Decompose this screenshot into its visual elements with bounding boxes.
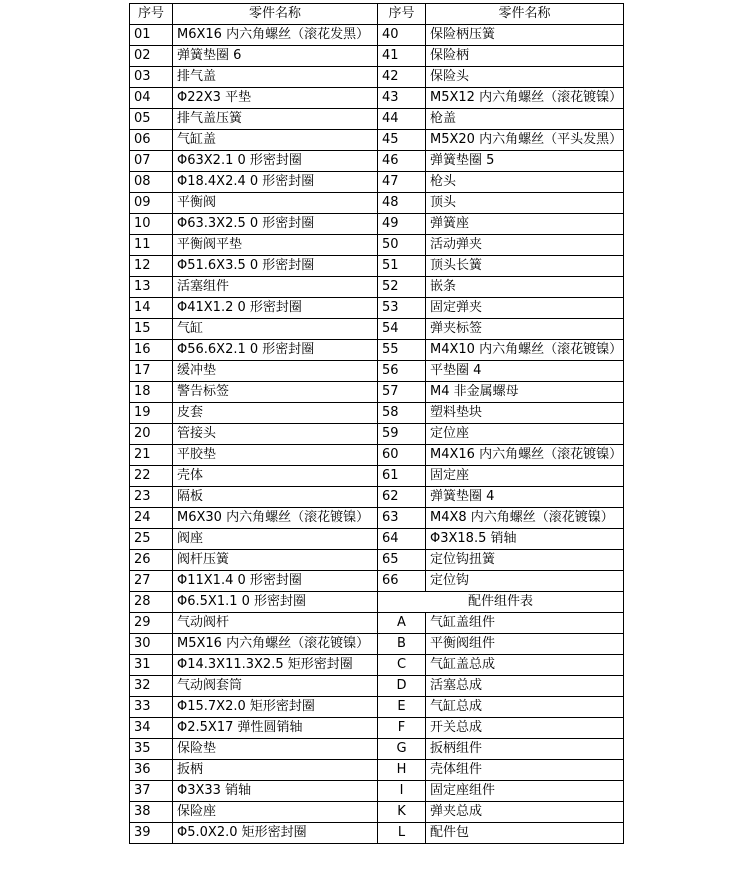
part-name: M6X16 内六角螺丝（滚花发黑） [173, 25, 378, 46]
part-name: M6X30 内六角螺丝（滚花镀镍） [173, 508, 378, 529]
table-row [130, 697, 624, 718]
part-number: 31 [130, 655, 173, 676]
part-number: 25 [130, 529, 173, 550]
table-row [130, 634, 624, 655]
part-number: 28 [130, 592, 173, 613]
part-name: 缓冲垫 [173, 361, 378, 382]
part-name: 气动阀杆 [173, 613, 378, 634]
parts-table [129, 3, 624, 844]
part-number: 40 [378, 25, 426, 46]
assembly-code: D [378, 676, 426, 697]
part-number: 54 [378, 319, 426, 340]
assembly-code: I [378, 781, 426, 802]
part-number: 38 [130, 802, 173, 823]
part-number: 52 [378, 277, 426, 298]
table-row [130, 214, 624, 235]
table-row [130, 277, 624, 298]
table-row [130, 487, 624, 508]
assembly-code: L [378, 823, 426, 844]
table-row [130, 781, 624, 802]
part-name: Φ3X33 销轴 [173, 781, 378, 802]
table-row [130, 25, 624, 46]
part-name: 保险头 [426, 67, 624, 88]
table-row [130, 424, 624, 445]
assembly-name: 气缸盖总成 [426, 655, 624, 676]
part-name: 活塞组件 [173, 277, 378, 298]
part-name: 保险座 [173, 802, 378, 823]
assembly-name: 弹夹总成 [426, 802, 624, 823]
table-row [130, 235, 624, 256]
part-name: Φ6.5X1.1 0 形密封圈 [173, 592, 378, 613]
assembly-name: 气缸盖组件 [426, 613, 624, 634]
assembly-table-header: 配件组件表 [378, 592, 624, 613]
table-row [130, 718, 624, 739]
part-number: 14 [130, 298, 173, 319]
table-row [130, 130, 624, 151]
part-number: 05 [130, 109, 173, 130]
table-row [130, 151, 624, 172]
table-row [130, 802, 624, 823]
part-name: 警告标签 [173, 382, 378, 403]
part-name: M4X16 内六角螺丝（滚花镀镍） [426, 445, 624, 466]
part-name: Φ3X18.5 销轴 [426, 529, 624, 550]
table-row [130, 739, 624, 760]
part-name: Φ63.3X2.5 0 形密封圈 [173, 214, 378, 235]
assembly-name: 扳柄组件 [426, 739, 624, 760]
part-name: 排气盖压簧 [173, 109, 378, 130]
table-row [130, 109, 624, 130]
table-row [130, 67, 624, 88]
part-number: 32 [130, 676, 173, 697]
part-number: 11 [130, 235, 173, 256]
part-number: 53 [378, 298, 426, 319]
part-name: Φ22X3 平垫 [173, 88, 378, 109]
part-name: Φ63X2.1 0 形密封圈 [173, 151, 378, 172]
part-number: 39 [130, 823, 173, 844]
part-name: Φ5.0X2.0 矩形密封圈 [173, 823, 378, 844]
part-name: 扳柄 [173, 760, 378, 781]
part-name: Φ2.5X17 弹性圆销轴 [173, 718, 378, 739]
part-number: 63 [378, 508, 426, 529]
table-row [130, 361, 624, 382]
part-number: 16 [130, 340, 173, 361]
part-number: 34 [130, 718, 173, 739]
part-number: 41 [378, 46, 426, 67]
table-row [130, 319, 624, 340]
part-name: 保险垫 [173, 739, 378, 760]
part-name: M5X20 内六角螺丝（平头发黑） [426, 130, 624, 151]
part-number: 10 [130, 214, 173, 235]
part-number: 12 [130, 256, 173, 277]
part-number: 01 [130, 25, 173, 46]
part-name: 管接头 [173, 424, 378, 445]
part-number: 21 [130, 445, 173, 466]
part-name: 平胶垫 [173, 445, 378, 466]
part-name: 排气盖 [173, 67, 378, 88]
assembly-name: 活塞总成 [426, 676, 624, 697]
part-name: M5X12 内六角螺丝（滚花镀镍） [426, 88, 624, 109]
part-number: 61 [378, 466, 426, 487]
part-name: 嵌条 [426, 277, 624, 298]
assembly-code: G [378, 739, 426, 760]
part-number: 36 [130, 760, 173, 781]
part-number: 13 [130, 277, 173, 298]
part-number: 22 [130, 466, 173, 487]
part-number: 08 [130, 172, 173, 193]
table-row [130, 655, 624, 676]
table-row [130, 340, 624, 361]
part-name: 保险柄 [426, 46, 624, 67]
part-name: 平衡阀平垫 [173, 235, 378, 256]
assembly-code: K [378, 802, 426, 823]
part-name: 气缸盖 [173, 130, 378, 151]
part-number: 26 [130, 550, 173, 571]
part-name: 塑料垫块 [426, 403, 624, 424]
part-number: 20 [130, 424, 173, 445]
table-row [130, 466, 624, 487]
part-name: 壳体 [173, 466, 378, 487]
part-name: Φ15.7X2.0 矩形密封圈 [173, 697, 378, 718]
table-row [130, 382, 624, 403]
part-number: 49 [378, 214, 426, 235]
table-row [130, 46, 624, 67]
table-row [130, 676, 624, 697]
table-row [130, 613, 624, 634]
part-name: Φ41X1.2 0 形密封圈 [173, 298, 378, 319]
assembly-code: F [378, 718, 426, 739]
part-number: 24 [130, 508, 173, 529]
assembly-code: H [378, 760, 426, 781]
part-name: 弹簧座 [426, 214, 624, 235]
part-name: 阀座 [173, 529, 378, 550]
part-name: 弹簧垫圈 6 [173, 46, 378, 67]
part-name: Φ14.3X11.3X2.5 矩形密封圈 [173, 655, 378, 676]
part-number: 51 [378, 256, 426, 277]
part-name: M5X16 内六角螺丝（滚花镀镍） [173, 634, 378, 655]
part-number: 50 [378, 235, 426, 256]
name-header-left: 零件名称 [173, 4, 378, 25]
part-number: 46 [378, 151, 426, 172]
part-name: 固定座 [426, 466, 624, 487]
table-row [130, 193, 624, 214]
part-name: 定位钩 [426, 571, 624, 592]
table-row [130, 445, 624, 466]
part-name: 皮套 [173, 403, 378, 424]
part-name: Φ56.6X2.1 0 形密封圈 [173, 340, 378, 361]
part-number: 55 [378, 340, 426, 361]
part-number: 06 [130, 130, 173, 151]
part-number: 57 [378, 382, 426, 403]
part-number: 27 [130, 571, 173, 592]
part-name: M4X8 内六角螺丝（滚花镀镍） [426, 508, 624, 529]
part-name: Φ11X1.4 0 形密封圈 [173, 571, 378, 592]
table-row [130, 172, 624, 193]
assembly-name: 平衡阀组件 [426, 634, 624, 655]
part-number: 04 [130, 88, 173, 109]
part-number: 35 [130, 739, 173, 760]
part-name: 阀杆压簧 [173, 550, 378, 571]
part-number: 02 [130, 46, 173, 67]
part-number: 30 [130, 634, 173, 655]
part-number: 43 [378, 88, 426, 109]
table-row [130, 571, 624, 592]
table-row [130, 508, 624, 529]
part-number: 48 [378, 193, 426, 214]
assembly-name: 开关总成 [426, 718, 624, 739]
part-number: 42 [378, 67, 426, 88]
part-name: 弹簧垫圈 5 [426, 151, 624, 172]
part-number: 09 [130, 193, 173, 214]
part-number: 17 [130, 361, 173, 382]
table-row [130, 550, 624, 571]
part-name: 气动阀套筒 [173, 676, 378, 697]
part-name: M4 非金属螺母 [426, 382, 624, 403]
part-name: 固定弹夹 [426, 298, 624, 319]
table-row [130, 592, 624, 613]
part-name: 弹夹标签 [426, 319, 624, 340]
part-number: 23 [130, 487, 173, 508]
part-number: 19 [130, 403, 173, 424]
part-name: 平衡阀 [173, 193, 378, 214]
part-number: 07 [130, 151, 173, 172]
assembly-name: 壳体组件 [426, 760, 624, 781]
part-name: 隔板 [173, 487, 378, 508]
seq-header-right: 序号 [378, 4, 426, 25]
part-name: 定位钩扭簧 [426, 550, 624, 571]
part-name: Φ18.4X2.4 0 形密封圈 [173, 172, 378, 193]
part-name: 气缸 [173, 319, 378, 340]
part-name: 保险柄压簧 [426, 25, 624, 46]
part-number: 56 [378, 361, 426, 382]
part-number: 65 [378, 550, 426, 571]
part-number: 47 [378, 172, 426, 193]
assembly-code: E [378, 697, 426, 718]
part-number: 62 [378, 487, 426, 508]
table-row [130, 298, 624, 319]
part-number: 37 [130, 781, 173, 802]
part-name: 平垫圈 4 [426, 361, 624, 382]
table-row [130, 88, 624, 109]
part-name: 活动弹夹 [426, 235, 624, 256]
table-row [130, 403, 624, 424]
assembly-name: 气缸总成 [426, 697, 624, 718]
table-row [130, 256, 624, 277]
part-number: 59 [378, 424, 426, 445]
part-number: 44 [378, 109, 426, 130]
part-name: 顶头长簧 [426, 256, 624, 277]
part-name: Φ51.6X3.5 0 形密封圈 [173, 256, 378, 277]
part-number: 64 [378, 529, 426, 550]
table-row [130, 823, 624, 844]
part-name: 定位座 [426, 424, 624, 445]
part-name: 弹簧垫圈 4 [426, 487, 624, 508]
part-number: 45 [378, 130, 426, 151]
part-number: 66 [378, 571, 426, 592]
seq-header-left: 序号 [130, 4, 173, 25]
part-number: 03 [130, 67, 173, 88]
part-name: 枪头 [426, 172, 624, 193]
part-number: 58 [378, 403, 426, 424]
table-row [130, 529, 624, 550]
assembly-name: 配件包 [426, 823, 624, 844]
name-header-right: 零件名称 [426, 4, 624, 25]
part-name: 枪盖 [426, 109, 624, 130]
assembly-name: 固定座组件 [426, 781, 624, 802]
part-number: 60 [378, 445, 426, 466]
assembly-code: C [378, 655, 426, 676]
part-name: 顶头 [426, 193, 624, 214]
part-number: 18 [130, 382, 173, 403]
assembly-code: B [378, 634, 426, 655]
header-row [130, 4, 624, 25]
part-number: 33 [130, 697, 173, 718]
part-number: 29 [130, 613, 173, 634]
part-name: M4X10 内六角螺丝（滚花镀镍） [426, 340, 624, 361]
table-row [130, 760, 624, 781]
part-number: 15 [130, 319, 173, 340]
assembly-code: A [378, 613, 426, 634]
